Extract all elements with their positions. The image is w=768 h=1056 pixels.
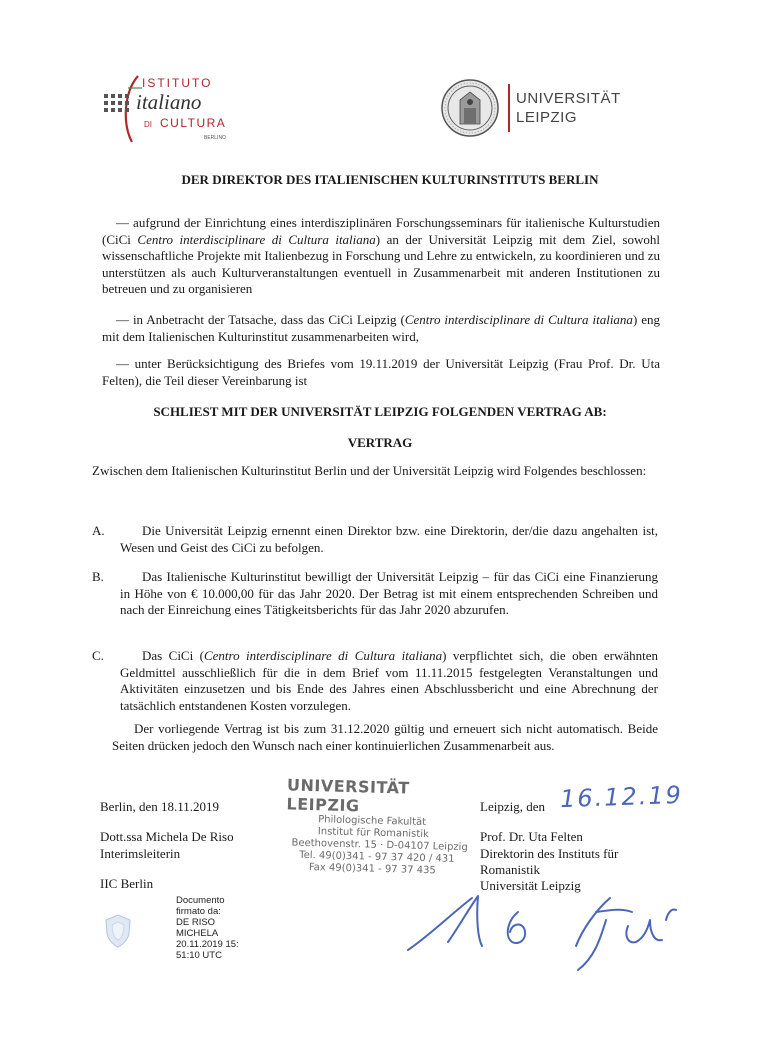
recital-1: [102, 215, 660, 298]
left-signer-role: Interimsleiterin: [100, 846, 181, 861]
intro-paragraph: Zwischen dem Italienischen Kulturinstitut Berlin und der Universität Leipzig wird Folgendes beschlossen:: [92, 463, 647, 478]
stamp-line-2: Philologische Fakultät: [318, 814, 427, 829]
iic-logo-line1: ISTITUTO: [142, 76, 213, 90]
digital-signature-line-6: 51:10 UTC: [176, 950, 222, 961]
item-a-text: [120, 523, 658, 556]
stamp-line-4: Beethovenstr. 15 · D-04107 Leipzig: [291, 837, 468, 854]
recital-1-post: ) an der Universität Leipzig mit dem Ziel, sowohl wissenschaftliche Projekte mit Italienbezug in Forschung und Lehre zu entwickeln, zu koordinieren und zu unterstützen als auch Kulturveranstaltungen eventuell in Zusammenarbeit mit anderen Institutionen zu betreuen und zu organisieren: [102, 231, 660, 296]
digital-signature-line-3: DE RISO: [176, 917, 216, 928]
university-seal-icon: [440, 78, 500, 138]
closing-paragraph: Der vorliegende Vertrag ist bis zum 31.12.2020 gültig und erneuert sich nicht automatisch. Beide Seiten drücken jedoch den Wunsch nach einer kontinuierlichen Zusammenarbeit aus.: [112, 721, 658, 753]
right-signer-role-1: Direktorin des Instituts für: [480, 846, 619, 861]
recital-2: [102, 312, 660, 345]
iic-logo-line3-prefix: DI: [144, 120, 152, 129]
recital-2-post: ) eng mit dem Italienischen Kulturinstitut zusammenarbeiten wird,: [102, 312, 660, 344]
item-c-pre: Das CiCi (: [142, 648, 204, 663]
recital-2-italic: Centro interdisciplinare di Cultura italiana: [404, 312, 633, 327]
left-place-date: Berlin, den 18.11.2019: [100, 799, 220, 814]
university-logo-line2: LEIPZIG: [516, 109, 578, 126]
item-c-letter: C.: [92, 648, 104, 663]
recital-3-text: — unter Berücksichtigung des Briefes vom 19.11.2019 der Universität Leipzig (Frau Prof. Dr. Uta Felten), die Teil dieser Vereinbarung ist: [102, 356, 660, 388]
handwritten-date: 16.12.19: [559, 780, 684, 814]
iic-logo: [98, 72, 248, 152]
recital-3: [102, 356, 660, 389]
stamp-line-5: Tel. 49(0)341 - 97 37 420 / 431: [299, 849, 455, 865]
watermark-shield-icon: [104, 914, 132, 948]
right-signer-org: Universität Leipzig: [480, 878, 581, 893]
item-b-pre: Das Italienische Kulturinstitut bewilligt der Universität Leipzig – für das CiCi eine Finanzierung in Höhe von € 10.000,00 für das Jahr 2020. Der Betrag ist mit einem entsprechenden Schreiben und nach der Einreichung eines Tätigkeitsberichts für das Jahr 2020 abzurufen.: [120, 569, 658, 617]
document-heading: DER DIREKTOR DES ITALIENISCHEN KULTURINSTITUTS BERLIN: [181, 172, 599, 187]
iic-logo-line2: italiano: [136, 90, 202, 114]
item-a-letter: A.: [92, 523, 105, 538]
left-signer-org: IIC Berlin: [100, 876, 154, 891]
right-signer-name: Prof. Dr. Uta Felten: [480, 829, 583, 844]
iic-logo-dots: [104, 94, 129, 112]
contract-title: VERTRAG: [347, 435, 413, 450]
digital-signature-box: [176, 895, 239, 961]
right-signer-role-2: Romanistik: [480, 862, 540, 877]
iic-logo-line3: CULTURA: [160, 116, 227, 130]
digital-signature-line-4: MICHELA: [176, 928, 219, 939]
stamp-line-1: UNIVERSITÄT LEIPZIG: [286, 775, 410, 816]
right-place: Leipzig, den: [480, 799, 545, 814]
stamp-line-6: Fax 49(0)341 - 97 37 435: [308, 861, 436, 877]
digital-signature-line-5: 20.11.2019 15:: [176, 939, 239, 950]
item-c-post: ) verpflichtet sich, die oben erwähnten Geldmittel ausschließlich für die in dem Brief vom 11.11.2015 festgelegten Veranstaltungen und Aktivitäten einzusetzen und bis Ende des Jahres einen Abschlussbericht und eine Abrechnung der tatsächlich entstandenen Kosten vorzulegen.: [120, 648, 658, 713]
digital-signature-line-1: Documento: [176, 895, 225, 906]
left-signer-name: Dott.ssa Michela De Riso: [100, 829, 234, 844]
recital-1-pre: — aufgrund der Einrichtung eines interdisziplinären Forschungsseminars für italienische Kulturstudien (CiCi: [102, 215, 660, 247]
recital-2-pre: — in Anbetracht der Tatsache, dass das CiCi Leipzig (: [116, 312, 405, 327]
stamp-line-3: Institut für Romanistik: [317, 826, 429, 841]
item-a-pre: Die Universität Leipzig ernennt einen Direktor bzw. eine Direktorin, der/die dazu angehalten ist, Wesen und Geist des CiCi zu befolgen.: [120, 523, 658, 555]
subheading: SCHLIEST MIT DER UNIVERSITÄT LEIPZIG FOLGENDEN VERTRAG AB:: [153, 404, 607, 419]
university-logo: [440, 78, 620, 138]
handwritten-signature: [400, 880, 700, 980]
digital-signature-line-2: firmato da:: [176, 906, 221, 917]
item-c-italic: Centro interdisciplinare di Cultura italiana: [203, 648, 443, 663]
item-b-text: [120, 569, 658, 619]
university-logo-divider: [508, 84, 510, 132]
item-b-letter: B.: [92, 569, 104, 584]
item-c-text: [120, 648, 658, 714]
university-stamp: [285, 775, 487, 878]
university-logo-line1: UNIVERSITÄT: [516, 90, 621, 107]
iic-logo-city: BERLINO: [204, 135, 226, 141]
recital-1-italic: Centro interdisciplinare di Cultura italiana: [137, 231, 376, 247]
